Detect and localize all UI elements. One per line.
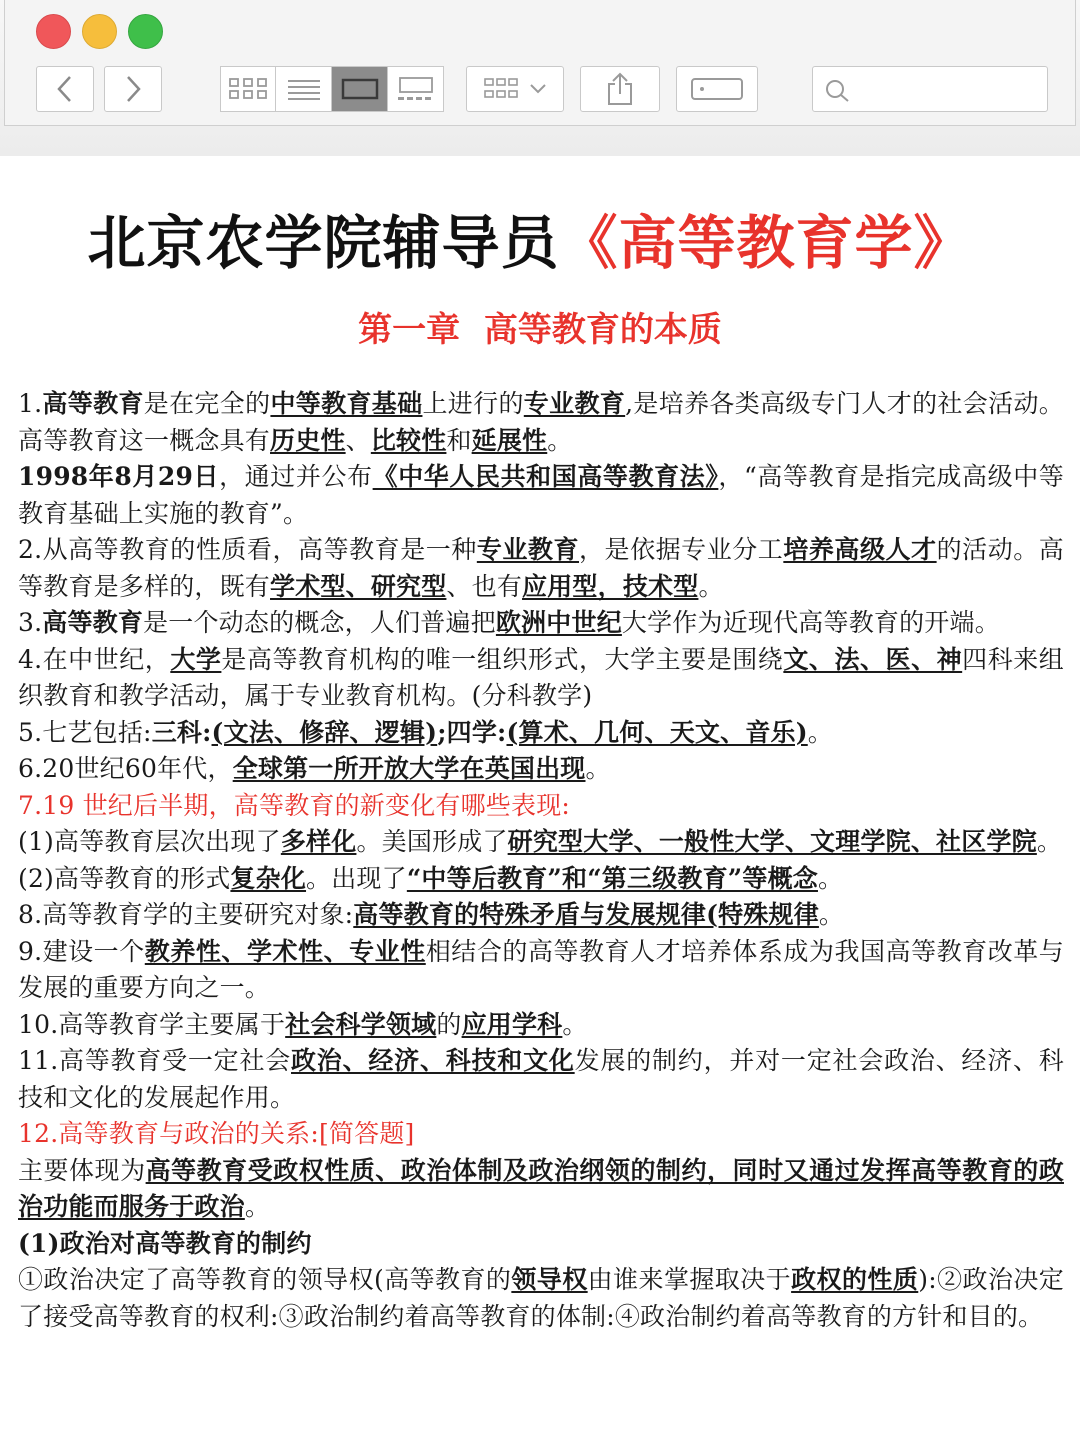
paragraph-7: 6.20世纪60年代，全球第一所开放大学在英国出现。 (18, 754, 611, 783)
paragraph-13: 10.高等教育学主要属于社会科学领域的应用学科。 (18, 1009, 588, 1039)
paragraph-18: ①政治决定了高等教育的领导权(高等教育的领导权由谁来掌握取决于政权的性质):②政治决定了接受高等教育的权利:③政治制约着高等教育的体制:④政治制约着高等教育的方针和目的。 (18, 1265, 1064, 1331)
question-7-heading: 7.19 世纪后半期，高等教育的新变化有哪些表现: (18, 790, 571, 820)
list-view-button[interactable] (276, 66, 332, 112)
column-view-button[interactable] (332, 66, 388, 112)
window-chrome (0, 0, 1080, 156)
tag-icon (690, 76, 744, 102)
paragraph-10: (2)高等教育的形式复杂化。出现了“中等后教育”和“第三级教育”等概念。 (18, 863, 844, 893)
paragraph-11: 8.高等教育学的主要研究对象:高等教育的特殊矛盾与发展规律(特殊规律。 (18, 900, 845, 929)
paragraph-14: 11.高等教育受一定社会政治、经济、科技和文化发展的制约，并对一定社会政治、经济、科技和文化的发展起作用。 (18, 1046, 1064, 1112)
share-button[interactable] (580, 66, 660, 112)
paragraph-3: 2.从高等教育的性质看，高等教育是一种专业教育，是依据专业分工培养高级人才的活动。高等教育是多样的，既有学术型、研究型、也有应用型，技术型。 (18, 535, 1064, 601)
group-button[interactable] (466, 66, 564, 112)
forward-icon (123, 75, 143, 103)
gallery-view-button[interactable] (388, 66, 444, 112)
maximize-button[interactable] (128, 14, 163, 49)
search-input[interactable] (857, 75, 1041, 105)
paragraph-12: 9.建设一个教养性、学术性、专业性相结合的高等教育人才培养体系成为我国高等教育改革与发展的重要方向之一。 (18, 936, 1064, 1002)
column-view-icon (341, 77, 379, 101)
group-icon (483, 77, 521, 101)
paragraph-1: 1.高等教育是在完全的中等教育基础上进行的专业教育,是培养各类高级专门人才的社会活动。高等教育这一概念具有历史性、比较性和延展性。 (18, 389, 1064, 455)
forward-button[interactable] (104, 66, 162, 112)
icon-view-button[interactable] (220, 66, 276, 112)
back-button[interactable] (36, 66, 94, 112)
close-button[interactable] (36, 14, 71, 49)
paragraph-4: 3.高等教育是一个动态的概念，人们普遍把欧洲中世纪大学作为近现代高等教育的开端。 (18, 608, 1000, 637)
document-body (18, 386, 1064, 1335)
tag-button[interactable] (676, 66, 758, 112)
chapter-heading: 第一章 高等教育的本质 (358, 310, 722, 350)
paragraph-5: 4.在中世纪，大学是高等教育机构的唯一组织形式，大学主要是围绕文、法、医、神四科来组织教育和教学活动，属于专业教育机构。(分科教学) (18, 644, 1065, 710)
back-icon (55, 75, 75, 103)
paragraph-6: 5.七艺包括:三科:(文法、修辞、逻辑);四学:(算术、几何、天文、音乐)。 (18, 717, 833, 747)
icon-view-icon (228, 77, 268, 101)
paragraph-2: 1998年8月29日，通过并公布《中华人民共和国高等教育法》，“高等教育是指完成高级中等教育基础上实施的教育”。 (18, 462, 1064, 528)
search-icon (825, 79, 851, 103)
subheading-politics: (1)政治对高等教育的制约 (18, 1228, 312, 1258)
paragraph-9: (1)高等教育层次出现了多样化。美国形成了研究型大学、一般性大学、文理学院、社区学院。 (18, 827, 1063, 856)
gallery-view-icon (396, 76, 436, 102)
list-view-icon (287, 78, 321, 100)
page-title: 北京农学院辅导员《高等教育学》 (87, 209, 973, 277)
search-box[interactable] (812, 66, 1048, 112)
question-12-heading: 12.高等教育与政治的关系:[简答题] (18, 1119, 415, 1148)
paragraph-16: 主要体现为高等教育受政权性质、政治体制及政治纲领的制约，同时又通过发挥高等教育的政治功能而服务于政治。 (18, 1155, 1064, 1221)
view-mode-control (220, 66, 444, 112)
minimize-button[interactable] (82, 14, 117, 49)
share-icon (605, 72, 635, 106)
chevron-down-icon (529, 83, 547, 95)
